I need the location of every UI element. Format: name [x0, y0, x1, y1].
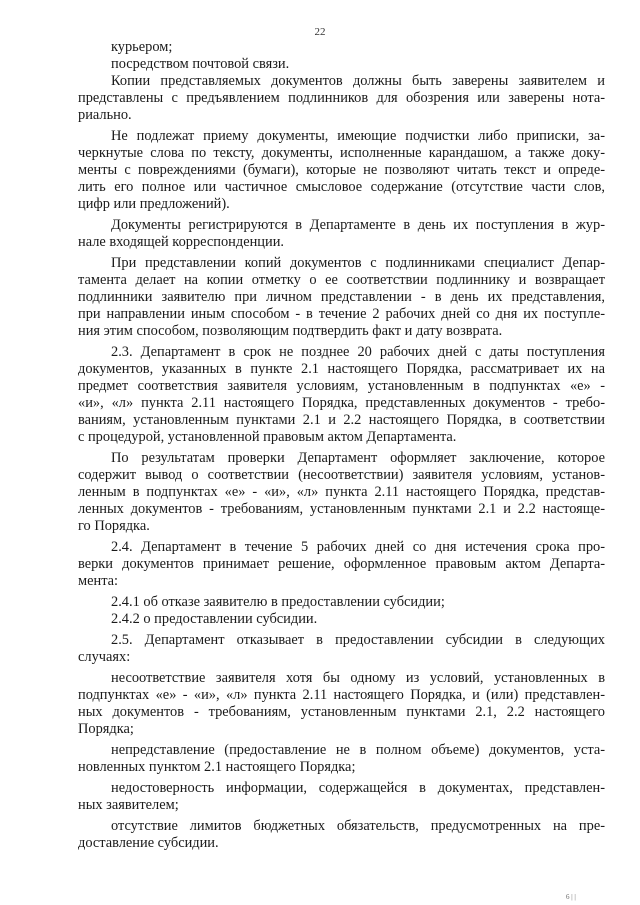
text-line: отсутствие лимитов бюджетных обязательств, предусмотренных на пре-	[111, 818, 605, 834]
text-line: 2.4.1 об отказе заявителю в предоставлении субсидии;	[111, 594, 445, 610]
text-line: подлинники заявителю при личном представлении - в день их представления,	[78, 289, 605, 305]
text-line: ния этим способом, позволяющим подтвердить факт и дату возврата.	[78, 323, 503, 339]
text-line: ленным в подпунктах «е» - «и», «л» пункта 2.11 настоящего Порядка, представ-	[78, 484, 605, 500]
text-line: документов, указанных в пункте 2.1 настоящего Порядка, рассматривает их на	[78, 361, 605, 377]
text-line: случаях:	[78, 649, 131, 665]
text-line: 2.5. Департамент отказывает в предоставлении субсидии в следующих	[111, 632, 605, 648]
text-line: посредством почтовой связи.	[111, 56, 290, 72]
text-line: ных заявителем;	[78, 797, 179, 813]
text-line: нале входящей корреспонденции.	[78, 234, 285, 250]
text-line: ваниям, установленным пунктами 2.1 и 2.2 настоящего Порядка, в соответствии	[78, 412, 605, 428]
text-line: 2.3. Департамент в срок не позднее 20 рабочих дней с даты поступления	[111, 344, 605, 360]
text-line: 2.4. Департамент в течение 5 рабочих дней со дня истечения срока про-	[111, 539, 605, 555]
text-line: подпунктах «е» - «и», «л» пункта 2.11 настоящего Порядка, и (или) представлен-	[78, 687, 605, 703]
text-line: содержит вывод о соответствии (несоответствии) заявителя условиям, установ-	[78, 467, 605, 483]
text-line: «и», «л» пункта 2.11 настоящего Порядка, представленных документов - требо-	[78, 395, 605, 411]
text-line: мента:	[78, 573, 119, 589]
text-line: Копии представляемых документов должны быть заверены заявителем и	[111, 73, 605, 89]
text-line: недостоверность информации, содержащейся в документах, представлен-	[111, 780, 605, 796]
text-line: При представлении копий документов с подлинниками специалист Депар-	[111, 255, 605, 271]
text-line: ленных документов - требованиям, установленным пунктами 2.1 и 2.2 настояще-	[78, 501, 605, 517]
text-line: менты с повреждениями (бумаги), которые не позволяют читать текст и опреде-	[78, 162, 605, 178]
text-line: предмет соответствия заявителя условиям, установленным в подпунктах «е» -	[78, 378, 605, 394]
text-line: тамента делает на копии отметку о ее соответствии подлиннику и возвращает	[78, 272, 605, 288]
text-line: го Порядка.	[78, 518, 150, 534]
text-line: черкнутые слова по тексту, документы, исполненные карандашом, а также доку-	[78, 145, 605, 161]
text-line: лить его полное или частичное смысловое содержание (отсутствие части слов,	[78, 179, 605, 195]
text-line: курьером;	[111, 39, 173, 55]
text-line: верки документов принимает решение, оформленное правовым актом Департа-	[78, 556, 605, 572]
text-line: Порядка;	[78, 721, 134, 737]
text-line: представлены с предъявлением подлинников для обозрения или заверены нота-	[78, 90, 605, 106]
text-line: непредставление (предоставление не в полном объеме) документов, уста-	[111, 742, 605, 758]
text-line: ных документов - требованиям, установленным пунктами 2.1, 2.2 настоящего	[78, 704, 605, 720]
text-line: несоответствие заявителя хотя бы одному из условий, установленных в	[111, 670, 605, 686]
text-line: новленных пунктом 2.1 настоящего Порядка;	[78, 759, 356, 775]
footer-mark: 6 | |	[566, 893, 576, 901]
page-number: 22	[314, 26, 326, 38]
text-line: Не подлежат приему документы, имеющие подчистки либо приписки, за-	[111, 128, 605, 144]
text-line: с процедурой, установленной правовым актом Департамента.	[78, 429, 457, 445]
text-line: По результатам проверки Департамент оформляет заключение, которое	[111, 450, 605, 466]
text-line: 2.4.2 о предоставлении субсидии.	[111, 611, 318, 627]
text-line: при направлении иным способом - в течение 2 рабочих дней со дня их поступле-	[78, 306, 605, 322]
text-line: Документы регистрируются в Департаменте в день их поступления в жур-	[111, 217, 605, 233]
text-line: доставление субсидии.	[78, 835, 219, 851]
text-line: цифр или предложений).	[78, 196, 230, 212]
text-line: риально.	[78, 107, 132, 123]
